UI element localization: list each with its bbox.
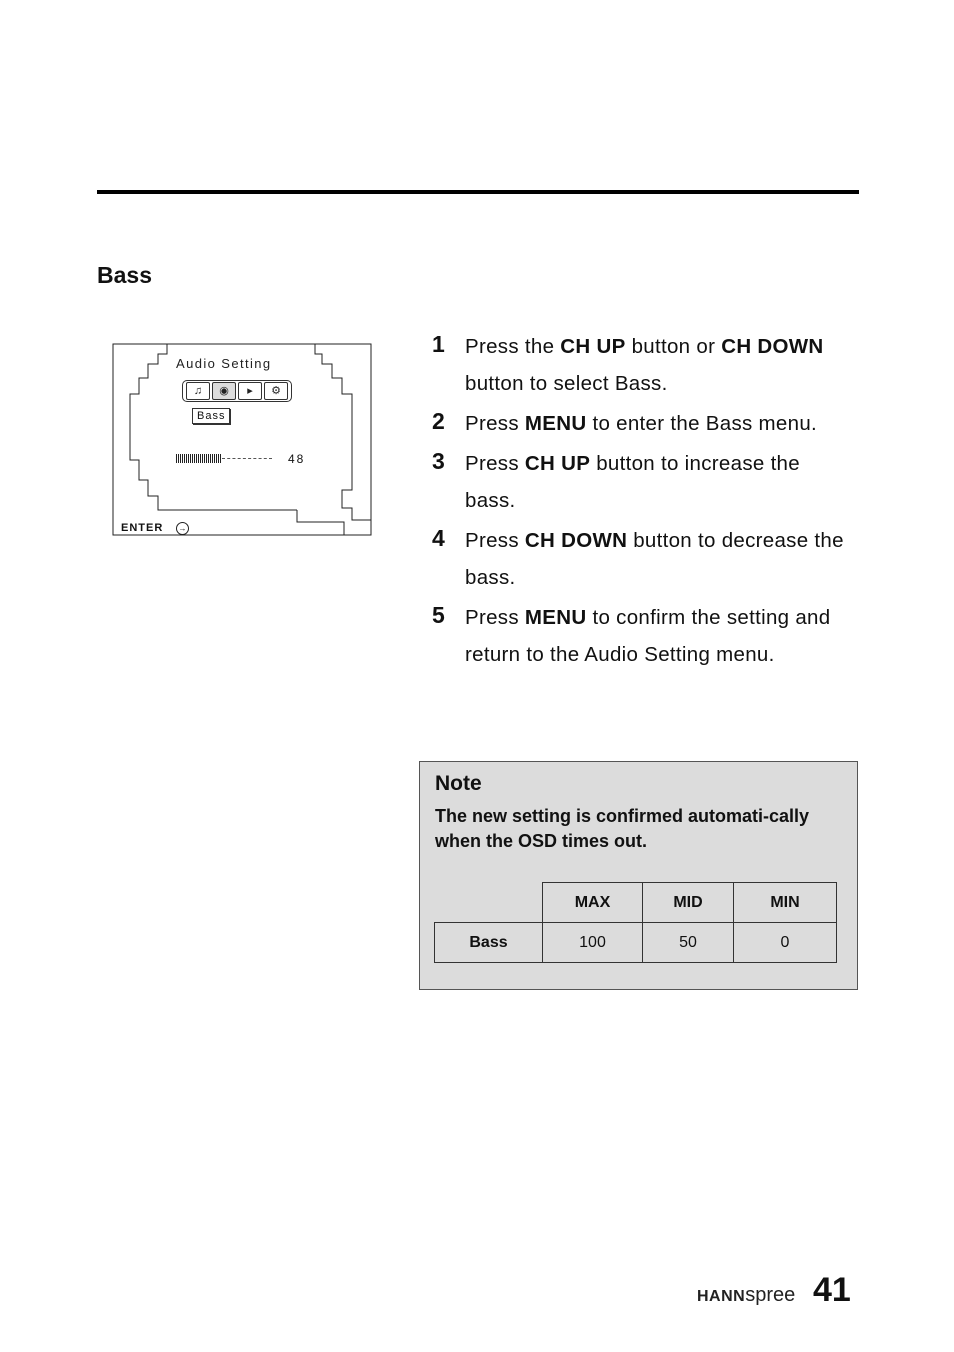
- step-number: 4: [432, 525, 446, 551]
- table-cell-min: 0: [734, 923, 837, 963]
- table-corner: [435, 883, 543, 923]
- enter-icon: →: [176, 522, 189, 535]
- step-text: Press: [465, 606, 525, 629]
- step-text: Press the: [465, 335, 561, 358]
- section-title: Bass: [97, 262, 152, 288]
- step-keyword: CH UP: [560, 335, 626, 358]
- step-item: [432, 445, 852, 519]
- brand-bold: HANN: [697, 1288, 746, 1305]
- bass-range-table: [434, 882, 837, 963]
- step-text: to confirm the setting and return to the Audio Setting menu.: [465, 606, 831, 666]
- brand-light: spree: [745, 1284, 796, 1306]
- step-number: 3: [432, 448, 446, 474]
- step-keyword: CH DOWN: [524, 529, 628, 552]
- table-cell-max: 100: [543, 923, 643, 963]
- table-row: [435, 923, 837, 963]
- speaker-icon: ♫: [186, 382, 210, 400]
- table-header-mid: MID: [643, 883, 734, 923]
- step-item: [432, 522, 852, 596]
- step-number: 5: [432, 602, 446, 628]
- step-text: Press: [465, 529, 525, 552]
- step-text: button to increase the bass.: [465, 452, 800, 512]
- step-keyword: CH DOWN: [721, 335, 824, 358]
- step-text: to enter the Bass menu.: [586, 412, 818, 435]
- osd-level-value: 48: [288, 452, 306, 466]
- step-number: 1: [432, 331, 446, 357]
- step-item: [432, 599, 852, 673]
- osd-level-rest: [222, 458, 272, 459]
- step-text: button or: [625, 335, 722, 358]
- osd-illustration: [112, 340, 374, 540]
- volume-icon: ▸: [238, 382, 262, 400]
- table-header-row: [435, 883, 837, 923]
- step-item: [432, 405, 852, 442]
- top-rule: [97, 190, 859, 194]
- step-text: button to decrease the bass.: [465, 529, 844, 589]
- step-keyword: CH UP: [524, 452, 591, 475]
- note-text: The new setting is confirmed automati-cally when the OSD times out.: [435, 806, 810, 851]
- osd-title: Audio Setting: [176, 356, 272, 371]
- step-text: button to select Bass.: [465, 372, 668, 395]
- step-item: [432, 328, 852, 402]
- step-keyword: MENU: [524, 412, 587, 435]
- osd-icon-bar: [182, 380, 292, 402]
- brand-logo: [697, 1284, 795, 1307]
- settings-icon: ⚙: [264, 382, 288, 400]
- step-text: Press: [465, 452, 525, 475]
- page-number: 41: [813, 1271, 851, 1309]
- step-text: Press: [465, 412, 525, 435]
- osd-enter-label: ENTER: [121, 522, 164, 534]
- table-cell-mid: 50: [643, 923, 734, 963]
- osd-level-bar: [176, 454, 272, 463]
- osd-level-fill: [176, 454, 222, 463]
- table-header-min: MIN: [734, 883, 837, 923]
- osd-submenu-label: Bass: [192, 408, 230, 424]
- step-number: 2: [432, 408, 446, 434]
- note-title: Note: [435, 772, 482, 795]
- instruction-steps: [432, 328, 852, 676]
- step-keyword: MENU: [524, 606, 587, 629]
- table-header-max: MAX: [543, 883, 643, 923]
- table-row-label: Bass: [435, 923, 543, 963]
- note-box: [419, 761, 858, 990]
- sound-icon: ◉: [212, 382, 236, 400]
